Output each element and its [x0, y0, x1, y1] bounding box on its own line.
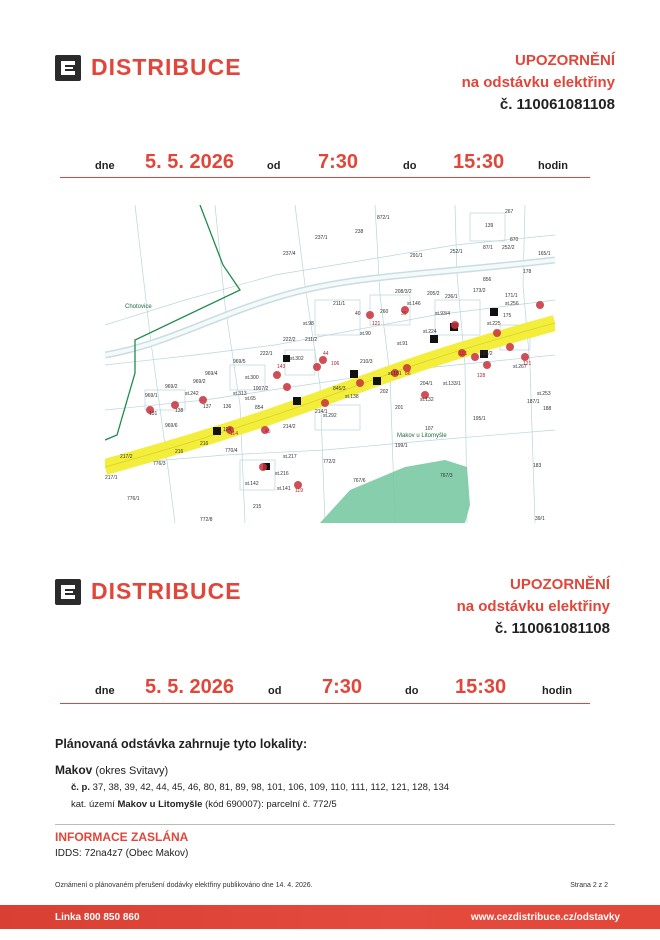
svg-text:st.98: st.98	[303, 321, 314, 327]
notice-subtitle: na odstávku elektřiny	[456, 598, 610, 615]
svg-text:237/1: 237/1	[315, 235, 328, 241]
svg-text:39/1: 39/1	[535, 516, 545, 522]
svg-text:st.90: st.90	[360, 331, 371, 337]
svg-text:252/1: 252/1	[450, 249, 463, 255]
svg-text:119: 119	[295, 488, 303, 494]
svg-text:217/1: 217/1	[105, 475, 118, 481]
svg-text:208/3/2: 208/3/2	[395, 289, 412, 295]
svg-text:845/3: 845/3	[333, 386, 346, 392]
svg-text:214/2: 214/2	[283, 424, 296, 430]
svg-text:st.138: st.138	[345, 394, 359, 400]
dateline-1	[60, 148, 590, 178]
svg-text:139: 139	[485, 223, 494, 229]
cez-logo-icon	[55, 55, 81, 81]
svg-text:44: 44	[323, 351, 329, 357]
svg-text:969/1: 969/1	[145, 393, 158, 399]
svg-text:st.224: st.224	[423, 329, 437, 335]
svg-text:st.65: st.65	[245, 396, 256, 402]
svg-text:238: 238	[355, 229, 364, 235]
svg-text:st.313: st.313	[233, 391, 247, 397]
svg-text:222/1: 222/1	[260, 351, 273, 357]
svg-text:211/1: 211/1	[333, 301, 346, 307]
svg-text:856: 856	[483, 277, 492, 283]
od-label: od	[268, 685, 282, 697]
svg-text:st.302: st.302	[290, 356, 304, 362]
svg-text:st.146: st.146	[407, 301, 421, 307]
place-makov: Makov u Litomyšle	[397, 433, 447, 439]
cadastral-map	[105, 205, 555, 523]
svg-text:121: 121	[372, 321, 381, 327]
outage-localities	[55, 737, 615, 810]
svg-text:128: 128	[477, 373, 486, 379]
kat-code: (kód 690007):	[205, 799, 264, 810]
svg-text:772/2: 772/2	[323, 459, 336, 465]
svg-text:211/2: 211/2	[305, 337, 318, 343]
svg-text:st.267: st.267	[513, 364, 527, 370]
svg-text:189/2: 189/2	[480, 351, 493, 357]
svg-text:195/1: 195/1	[473, 416, 486, 422]
svg-text:267: 267	[505, 209, 514, 215]
divider-1	[60, 177, 590, 178]
svg-text:st.133/1: st.133/1	[443, 381, 461, 387]
svg-text:st.132: st.132	[420, 397, 434, 403]
notice-title: UPOZORNĚNÍ	[509, 576, 610, 593]
svg-text:86: 86	[405, 371, 411, 377]
svg-text:236/1: 236/1	[445, 294, 458, 300]
svg-text:87/1: 87/1	[483, 245, 493, 251]
divider-2	[60, 703, 590, 704]
svg-text:138: 138	[175, 408, 184, 414]
cez-logo-icon	[55, 579, 81, 605]
svg-text:40: 40	[355, 311, 361, 317]
cadastre-line	[71, 799, 615, 810]
house-numbers-line	[71, 782, 615, 793]
cp-label: č. p.	[71, 782, 91, 793]
notice-block	[355, 50, 615, 116]
dateline-2	[60, 673, 590, 703]
website-link[interactable]: www.cezdistribuce.cz/odstavky	[470, 912, 620, 923]
logo-text: DISTRIBUCE	[91, 578, 242, 604]
svg-text:870: 870	[510, 237, 519, 243]
svg-text:854: 854	[255, 405, 264, 411]
parcel-value: 772/5	[312, 799, 337, 810]
from-time: 7:30	[318, 151, 359, 173]
svg-text:st.217: st.217	[283, 454, 297, 460]
svg-text:106: 106	[331, 361, 340, 367]
do-label: do	[405, 685, 419, 697]
svg-text:204/1: 204/1	[420, 381, 433, 387]
published-note: Oznámení o plánovaném přerušení dodávky elektřiny publikováno dne 14. 4. 2026.	[55, 882, 313, 889]
outage-date: 5. 5. 2026	[145, 676, 234, 698]
svg-text:171/1: 171/1	[505, 293, 518, 299]
header-2	[55, 574, 615, 654]
svg-text:776/1: 776/1	[127, 496, 140, 502]
svg-text:39: 39	[401, 311, 407, 317]
to-time: 15:30	[455, 676, 507, 698]
svg-text:136: 136	[223, 404, 232, 410]
info-block	[55, 830, 188, 859]
svg-text:969/2: 969/2	[165, 384, 178, 390]
svg-text:291/1: 291/1	[410, 253, 423, 259]
svg-text:969/5: 969/5	[233, 359, 246, 365]
hotline: Linka 800 850 860	[55, 912, 140, 923]
outage-date: 5. 5. 2026	[145, 151, 234, 173]
do-label: do	[403, 160, 417, 172]
municipality-line	[55, 763, 615, 777]
info-idds: IDDS: 72na4z7 (Obec Makov)	[55, 848, 189, 859]
svg-text:199/1: 199/1	[395, 443, 408, 449]
kat-name: Makov u Litomyšle	[117, 799, 203, 810]
info-title: INFORMACE ZASLÁNA	[55, 830, 189, 844]
notice-subtitle: na odstávku elektřiny	[461, 74, 615, 91]
svg-text:772/8: 772/8	[200, 517, 213, 523]
dne-label: dne	[95, 160, 115, 172]
svg-text:187/1: 187/1	[527, 399, 540, 405]
svg-text:st.242: st.242	[185, 391, 199, 397]
svg-text:222/2: 222/2	[283, 337, 296, 343]
svg-text:776/3: 776/3	[153, 461, 166, 467]
svg-text:st.142: st.142	[245, 481, 259, 487]
notice-block-2	[350, 574, 610, 640]
od-label: od	[267, 160, 281, 172]
kat-prefix: kat. území	[71, 799, 115, 810]
svg-text:143: 143	[277, 364, 286, 370]
place-chotovice: Chotovice	[125, 304, 152, 310]
notice-number: č. 110061081108	[494, 620, 610, 637]
footer-bar	[0, 905, 660, 929]
svg-text:770/4: 770/4	[225, 448, 238, 454]
svg-text:216: 216	[175, 449, 184, 455]
svg-text:165/1: 165/1	[538, 251, 551, 257]
svg-text:st.141: st.141	[277, 486, 291, 492]
hodin-label: hodin	[538, 160, 568, 172]
svg-text:201: 201	[395, 405, 404, 411]
svg-text:969/4: 969/4	[205, 371, 218, 377]
svg-text:st.292: st.292	[323, 413, 337, 419]
district-name: (okres Svitavy)	[95, 765, 169, 777]
svg-text:205/2: 205/2	[427, 291, 440, 297]
svg-text:178: 178	[523, 269, 532, 275]
svg-text:202: 202	[380, 389, 389, 395]
svg-text:173/2: 173/2	[473, 288, 486, 294]
svg-text:45: 45	[265, 429, 271, 435]
logo-text: DISTRIBUCE	[91, 54, 242, 80]
parcel-label: parcelní č.	[266, 799, 311, 810]
svg-text:183: 183	[533, 463, 542, 469]
svg-text:215: 215	[253, 504, 262, 510]
svg-text:969/6: 969/6	[165, 423, 178, 429]
cez-logo-2	[55, 578, 242, 605]
notice-number: č. 110061081108	[499, 96, 615, 113]
svg-text:101: 101	[459, 351, 468, 357]
svg-text:st.256: st.256	[505, 301, 519, 307]
svg-text:252/2: 252/2	[502, 245, 515, 251]
svg-text:175: 175	[503, 313, 512, 319]
from-time: 7:30	[322, 676, 363, 698]
cp-numbers: 37, 38, 39, 42, 44, 45, 46, 80, 81, 89, 98, 101, 106, 109, 110, 111, 112, 121, 128, 134	[92, 782, 450, 793]
svg-text:st.225: st.225	[487, 321, 501, 327]
svg-text:114: 114	[223, 427, 231, 433]
svg-text:767/3: 767/3	[440, 473, 453, 479]
svg-text:217/2: 217/2	[120, 454, 133, 460]
localities-heading: Plánovaná odstávka zahrnuje tyto lokality:	[55, 737, 308, 751]
svg-text:st.91: st.91	[397, 341, 408, 347]
hodin-label: hodin	[542, 685, 572, 697]
cez-logo	[55, 54, 242, 81]
svg-text:st.93/4: st.93/4	[435, 311, 451, 317]
divider-3	[55, 824, 615, 825]
svg-text:216: 216	[200, 441, 209, 447]
svg-text:1007/2: 1007/2	[253, 386, 269, 392]
svg-text:114: 114	[230, 431, 238, 437]
svg-text:214/1: 214/1	[315, 409, 328, 415]
svg-text:107: 107	[425, 426, 434, 432]
svg-text:260: 260	[380, 309, 389, 315]
page-number: Strana 2 z 2	[570, 882, 608, 889]
municipality-name: Makov	[55, 763, 93, 777]
svg-text:237/4: 237/4	[283, 251, 296, 257]
outage-map	[105, 205, 555, 523]
svg-text:188: 188	[543, 406, 552, 412]
svg-text:121: 121	[523, 361, 532, 367]
svg-text:872/1: 872/1	[377, 215, 390, 221]
svg-text:st.253: st.253	[537, 391, 551, 397]
svg-text:st.216: st.216	[275, 471, 289, 477]
svg-text:210/3: 210/3	[360, 359, 373, 365]
svg-text:969/2: 969/2	[193, 379, 206, 385]
svg-text:137: 137	[203, 404, 212, 410]
svg-text:st.300: st.300	[245, 375, 259, 381]
to-time: 15:30	[453, 151, 505, 173]
dne-label: dne	[95, 685, 115, 697]
notice-title: UPOZORNĚNÍ	[514, 52, 615, 69]
svg-text:131: 131	[149, 411, 158, 417]
header-1	[55, 50, 615, 130]
svg-text:st.181: st.181	[388, 371, 402, 377]
svg-text:767/6: 767/6	[353, 478, 366, 484]
